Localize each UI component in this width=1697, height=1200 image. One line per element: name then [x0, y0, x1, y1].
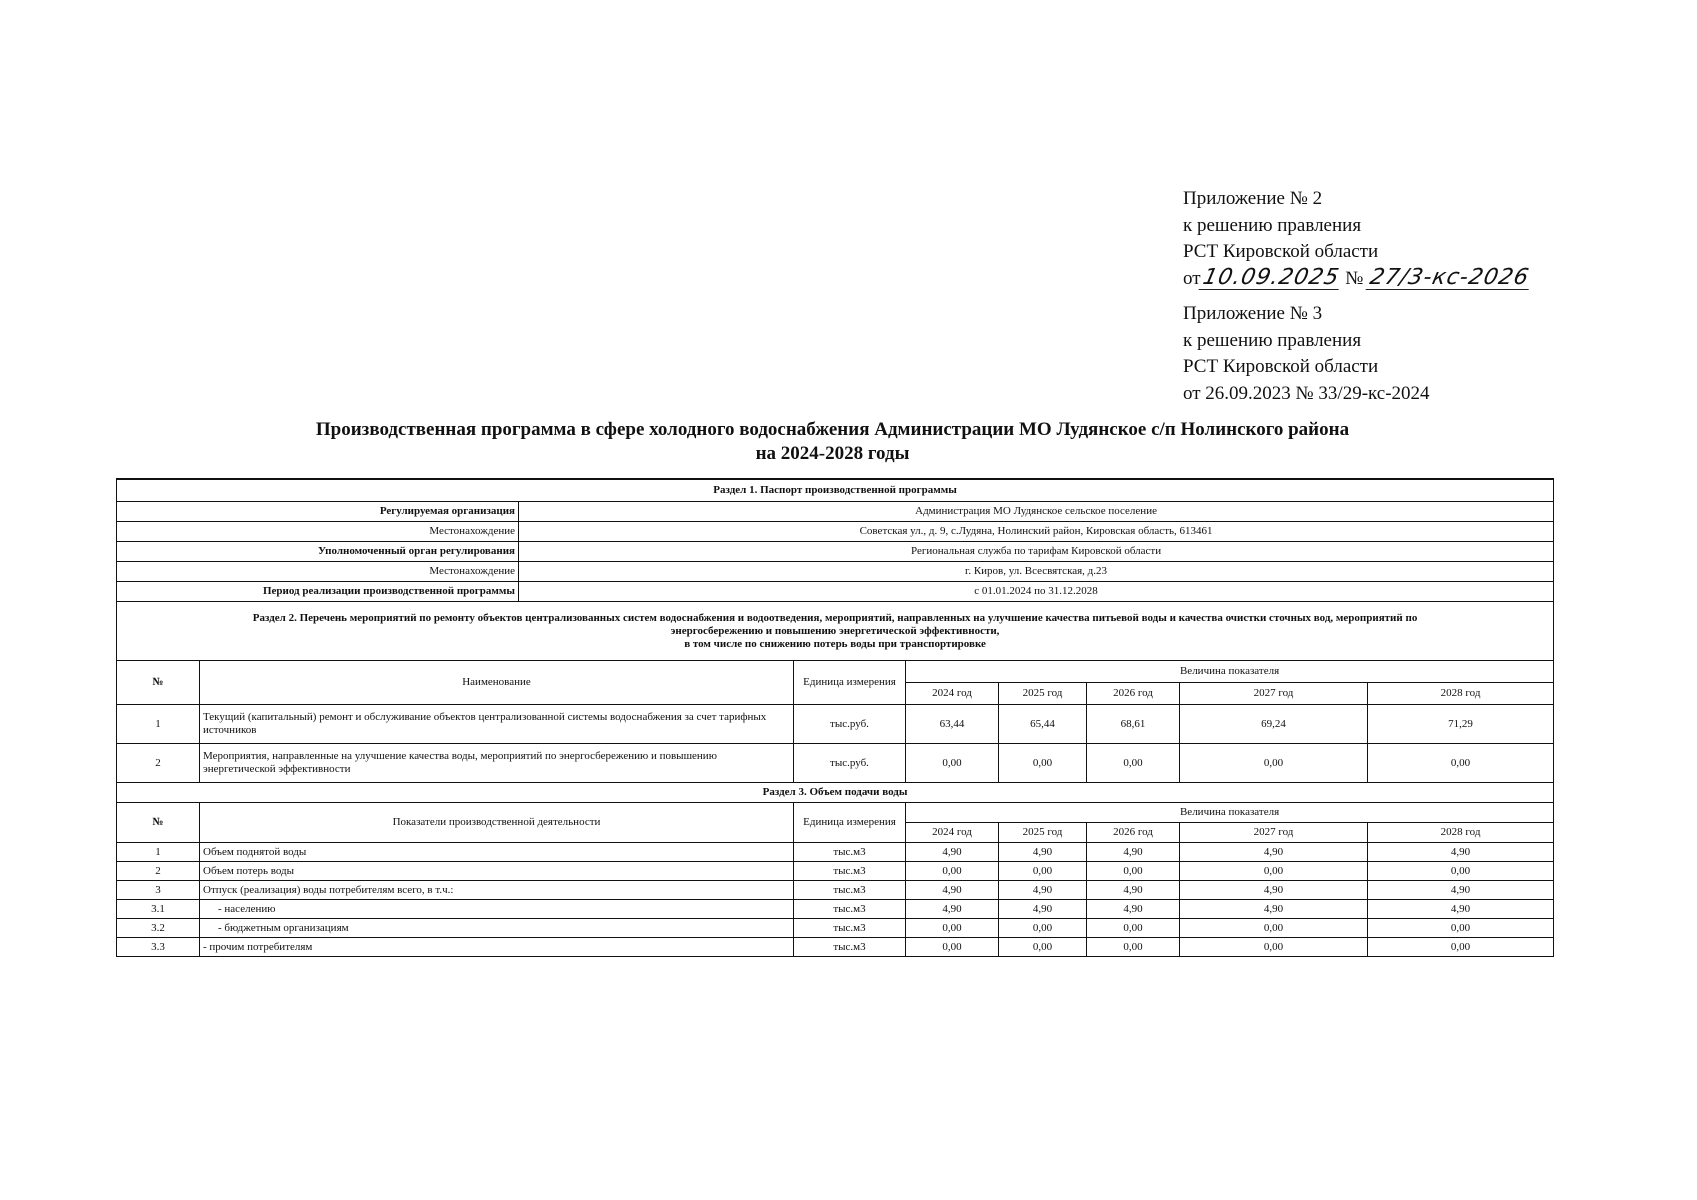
- document-title: [0, 418, 1665, 466]
- row-value: 0,00: [1087, 938, 1180, 957]
- row-unit: тыс.м3: [794, 919, 906, 938]
- row-name: - бюджетным организациям: [200, 919, 794, 938]
- table-row: [117, 744, 1554, 783]
- section3-header-row: [117, 783, 1554, 803]
- col-unit-header: Единица измерения: [794, 803, 906, 843]
- row-value: 4,90: [906, 900, 999, 919]
- row-value: 4,90: [906, 843, 999, 862]
- table-row: [117, 900, 1554, 919]
- section1-header: Раздел 1. Паспорт производственной программы: [117, 479, 1554, 502]
- row-value: 0,00: [1368, 938, 1554, 957]
- table-row: [117, 705, 1554, 744]
- table-row: [117, 862, 1554, 881]
- row-unit: тыс.м3: [794, 881, 906, 900]
- appendix-3-line4: от 26.09.2023 № 33/29-кс-2024: [1183, 382, 1430, 404]
- row-value: 4,90: [999, 843, 1087, 862]
- document-title-line1: Производственная программа в сфере холодного водоснабжения Администрации МО Лудянское с/п Нолинского района: [315, 419, 1350, 440]
- row-value: 0,00: [906, 744, 999, 783]
- row-value: 4,90: [1087, 900, 1180, 919]
- row-value: 0,00: [999, 862, 1087, 881]
- col-no-header: №: [117, 661, 200, 705]
- passport-row: [117, 502, 1554, 522]
- year-header: 2026 год: [1087, 683, 1180, 705]
- year-header: 2025 год: [999, 683, 1087, 705]
- row-value: 65,44: [999, 705, 1087, 744]
- row-value: 63,44: [906, 705, 999, 744]
- appendix-3-line2: к решению правления: [1183, 329, 1362, 351]
- appendix-3-line3: РСТ Кировской области: [1183, 356, 1379, 377]
- row-name: Мероприятия, направленные на улучшение качества воды, мероприятий по энергосбережению и повышению энергетической эффективности: [200, 744, 794, 783]
- row-value: 0,00: [906, 862, 999, 881]
- row-value: 4,90: [1180, 881, 1368, 900]
- passport-label: Регулируемая организация: [117, 502, 519, 522]
- section3-colhead-row: [117, 803, 1554, 823]
- program-table: [116, 478, 1554, 957]
- col-value-header: Величина показателя: [906, 661, 1554, 683]
- appendix-2-line3: РСТ Кировской области: [1183, 241, 1379, 262]
- row-value: 4,90: [1087, 881, 1180, 900]
- passport-label: Уполномоченный орган регулирования: [117, 542, 519, 562]
- col-value-header: Величина показателя: [906, 803, 1554, 823]
- row-number: 2: [117, 744, 200, 783]
- table-row: [117, 919, 1554, 938]
- row-number: 2: [117, 862, 200, 881]
- section2-header: [117, 602, 1554, 661]
- row-value: 0,00: [1087, 919, 1180, 938]
- year-header: 2024 год: [906, 683, 999, 705]
- row-name: - населению: [200, 900, 794, 919]
- col-name-header: Наименование: [200, 661, 794, 705]
- appendix-block: [1183, 186, 1531, 407]
- passport-row: [117, 562, 1554, 582]
- passport-value: Региональная служба по тарифам Кировской области: [519, 542, 1554, 562]
- row-name: - прочим потребителям: [200, 938, 794, 957]
- row-value: 68,61: [1087, 705, 1180, 744]
- row-value: 0,00: [1087, 862, 1180, 881]
- row-unit: тыс.руб.: [794, 744, 906, 783]
- row-value: 4,90: [1368, 881, 1554, 900]
- section2-header-line2: энергосбережению и повышению энергетической эффективности,: [670, 624, 1000, 637]
- passport-label: Местонахождение: [117, 562, 519, 582]
- year-header: 2024 год: [906, 823, 999, 843]
- section2-header-line3: в том числе по снижению потерь воды при транспортировке: [684, 637, 986, 650]
- row-value: 4,90: [999, 900, 1087, 919]
- col-unit-header: Единица измерения: [794, 661, 906, 705]
- row-number: 3: [117, 881, 200, 900]
- row-value: 0,00: [999, 919, 1087, 938]
- row-value: 0,00: [1368, 862, 1554, 881]
- passport-value: с 01.01.2024 по 31.12.2028: [519, 582, 1554, 602]
- row-value: 4,90: [1368, 900, 1554, 919]
- passport-value: Администрация МО Лудянское сельское поселение: [519, 502, 1554, 522]
- table-row: [117, 881, 1554, 900]
- row-value: 0,00: [999, 744, 1087, 783]
- appendix-2-no-sign: №: [1345, 267, 1364, 289]
- row-unit: тыс.руб.: [794, 705, 906, 744]
- row-number: 3.3: [117, 938, 200, 957]
- row-value: 71,29: [1368, 705, 1554, 744]
- row-name: Объем поднятой воды: [200, 843, 794, 862]
- row-value: 0,00: [1180, 938, 1368, 957]
- appendix-3-title: Приложение № 3: [1183, 303, 1323, 324]
- year-header: 2028 год: [1368, 823, 1554, 843]
- row-value: 4,90: [1180, 843, 1368, 862]
- row-name: Объем потерь воды: [200, 862, 794, 881]
- year-header: 2025 год: [999, 823, 1087, 843]
- col-no-header: №: [117, 803, 200, 843]
- handwritten-number: 27/3-кс-2026: [1367, 264, 1532, 290]
- row-value: 4,90: [1087, 843, 1180, 862]
- row-value: 4,90: [1368, 843, 1554, 862]
- row-value: 0,00: [1180, 919, 1368, 938]
- row-value: 0,00: [906, 938, 999, 957]
- row-number: 3.2: [117, 919, 200, 938]
- row-unit: тыс.м3: [794, 938, 906, 957]
- row-value: 0,00: [906, 919, 999, 938]
- passport-label: Период реализации производственной программы: [117, 582, 519, 602]
- row-number: 1: [117, 843, 200, 862]
- appendix-2-from: от: [1183, 267, 1201, 289]
- row-value: 69,24: [1180, 705, 1368, 744]
- row-value: 0,00: [1180, 744, 1368, 783]
- row-value: 4,90: [999, 881, 1087, 900]
- year-header: 2028 год: [1368, 683, 1554, 705]
- passport-row: [117, 582, 1554, 602]
- row-value: 0,00: [1368, 744, 1554, 783]
- section1-header-row: [117, 479, 1554, 502]
- appendix-2-line2: к решению правления: [1183, 214, 1362, 236]
- section2-header-line1: Раздел 2. Перечень мероприятий по ремонту объектов централизованных систем водоснабжения и водоотведения, мероприятий, направленных на улучшение качества питьевой воды и качества очистки сточных вод, мероприятий по: [252, 611, 1418, 624]
- row-name: Отпуск (реализация) воды потребителям всего, в т.ч.:: [200, 881, 794, 900]
- year-header: 2027 год: [1180, 683, 1368, 705]
- appendix-2-title: Приложение № 2: [1183, 188, 1323, 209]
- appendix-2-decision: [1183, 266, 1531, 293]
- year-header: 2026 год: [1087, 823, 1180, 843]
- passport-value: Советская ул., д. 9, с.Лудяна, Нолинский район, Кировская область, 613461: [519, 522, 1554, 542]
- passport-value: г. Киров, ул. Всесвятская, д.23: [519, 562, 1554, 582]
- row-value: 0,00: [1180, 862, 1368, 881]
- col-name-header: Показатели производственной деятельности: [200, 803, 794, 843]
- passport-row: [117, 542, 1554, 562]
- row-value: 0,00: [1087, 744, 1180, 783]
- section3-header: Раздел 3. Объем подачи воды: [117, 783, 1554, 803]
- row-value: 4,90: [906, 881, 999, 900]
- row-value: 0,00: [1368, 919, 1554, 938]
- table-row: [117, 843, 1554, 862]
- year-header: 2027 год: [1180, 823, 1368, 843]
- row-number: 3.1: [117, 900, 200, 919]
- row-unit: тыс.м3: [794, 843, 906, 862]
- document-title-line2: на 2024-2028 годы: [755, 443, 910, 464]
- table-row: [117, 938, 1554, 957]
- section2-header-row: [117, 602, 1554, 661]
- passport-row: [117, 522, 1554, 542]
- row-name: Текущий (капитальный) ремонт и обслуживание объектов централизованной системы водоснабжения за счет тарифных источников: [200, 705, 794, 744]
- handwritten-date: 10.09.2025: [1200, 264, 1342, 290]
- passport-label: Местонахождение: [117, 522, 519, 542]
- row-number: 1: [117, 705, 200, 744]
- row-value: 4,90: [1180, 900, 1368, 919]
- row-value: 0,00: [999, 938, 1087, 957]
- row-unit: тыс.м3: [794, 862, 906, 881]
- row-unit: тыс.м3: [794, 900, 906, 919]
- section2-colhead-row: [117, 661, 1554, 683]
